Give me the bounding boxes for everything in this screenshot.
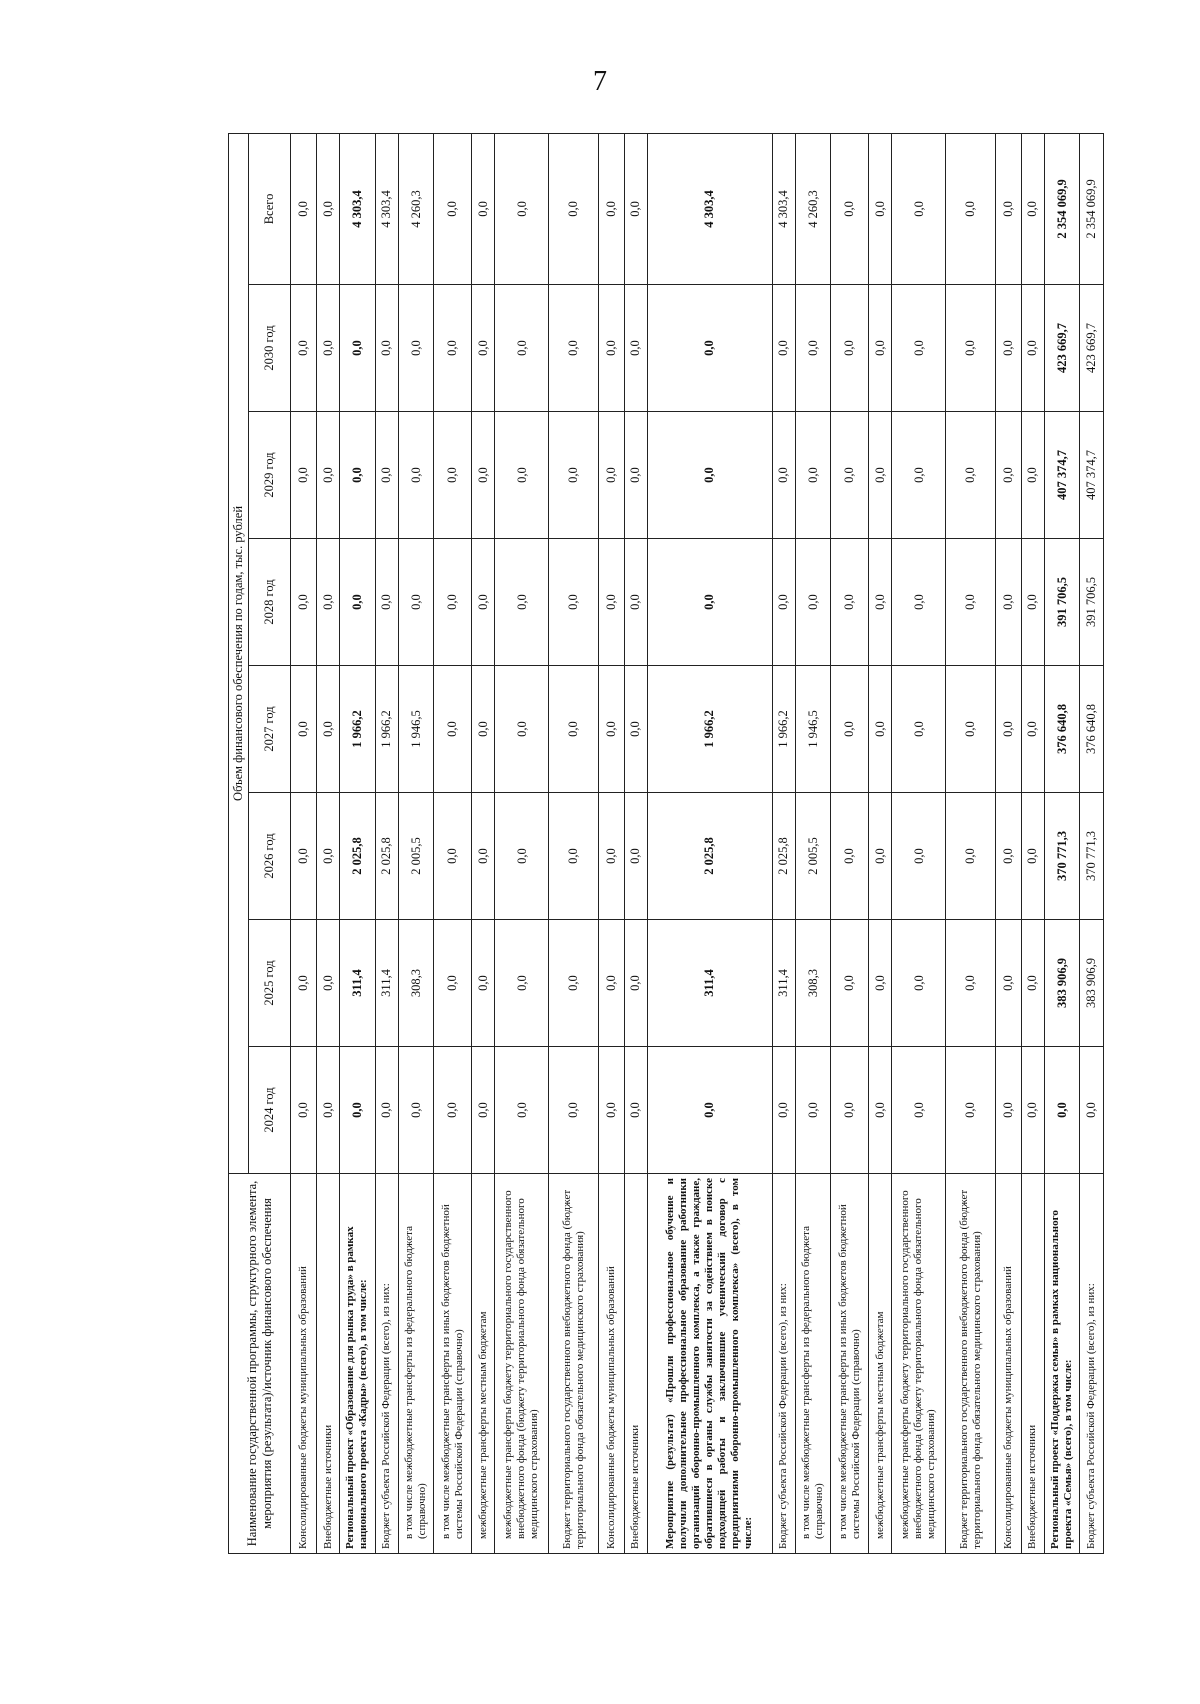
row-value: 407 374,7	[1045, 412, 1080, 539]
row-value: 0,0	[471, 285, 494, 412]
table-row	[549, 133, 598, 1553]
row-value: 0,0	[340, 1047, 375, 1174]
row-value: 0,0	[772, 1047, 795, 1174]
row-value: 0,0	[549, 1047, 598, 1174]
row-value: 0,0	[316, 793, 339, 920]
row-value: 0,0	[598, 412, 624, 539]
row-value: 0,0	[471, 539, 494, 666]
row-value: 0,0	[549, 133, 598, 284]
row-value: 0,0	[598, 1047, 624, 1174]
header-year: 2024 год	[249, 1047, 291, 1174]
row-value: 0,0	[399, 285, 434, 412]
table-row	[375, 133, 398, 1553]
row-value: 0,0	[772, 285, 795, 412]
row-value: 0,0	[495, 920, 549, 1047]
row-value: 0,0	[946, 1047, 995, 1174]
row-value: 1 966,2	[772, 666, 795, 793]
row-value: 391 706,5	[1080, 539, 1104, 666]
row-value: 0,0	[1021, 539, 1044, 666]
row-name: Мероприятие (результат) «Прошли профессиональное обучение и получили дополнительное профессиональное образование работники организаций оборонно-промышленного комплекса, а также граждане, обратившиеся в органы службы занятости за содействием в поиске подходящей работы и заключившие ученический договор с предприятиями оборонно-промышленного комплекса» (всего), в том числе:	[648, 1174, 773, 1554]
table-row	[796, 133, 831, 1553]
table-row	[1080, 133, 1104, 1553]
row-value: 2 025,8	[648, 793, 773, 920]
row-value: 0,0	[772, 539, 795, 666]
row-value: 0,0	[831, 412, 869, 539]
row-value: 0,0	[291, 666, 317, 793]
row-name: Бюджет территориального государственного внебюджетного фонда (бюджет территориального фонда обязательного медицинского страхования)	[549, 1174, 598, 1554]
table-row	[624, 133, 647, 1553]
row-value: 0,0	[291, 133, 317, 284]
row-value: 0,0	[892, 666, 946, 793]
row-name: межбюджетные трансферты бюджету территориального государственного внебюджетного фонда (бюджету территориального фонда обязательного медицинского страхования)	[892, 1174, 946, 1554]
row-name: в том числе межбюджетные трансферты из иных бюджетов бюджетной системы Российской Федерации (справочно)	[434, 1174, 472, 1554]
row-value: 0,0	[598, 920, 624, 1047]
row-value: 308,3	[399, 920, 434, 1047]
row-value: 0,0	[624, 793, 647, 920]
row-value: 0,0	[831, 285, 869, 412]
table-row	[1021, 133, 1044, 1553]
row-value: 0,0	[892, 793, 946, 920]
table-row	[598, 133, 624, 1553]
table-row	[340, 133, 375, 1553]
row-value: 0,0	[796, 412, 831, 539]
row-value: 0,0	[946, 666, 995, 793]
row-name: Региональный проект «Образование для рынка труда» в рамках национального проекта «Кадры» (всего), в том числе:	[340, 1174, 375, 1554]
row-value: 2 354 069,9	[1045, 133, 1080, 284]
row-value: 0,0	[868, 133, 891, 284]
row-value: 0,0	[598, 285, 624, 412]
row-value: 370 771,3	[1045, 793, 1080, 920]
row-value: 2 005,5	[796, 793, 831, 920]
row-value: 0,0	[868, 793, 891, 920]
header-year: 2029 год	[249, 412, 291, 539]
rotated-table-wrapper	[228, 134, 1104, 1554]
row-value: 0,0	[598, 666, 624, 793]
table-body	[291, 133, 1104, 1553]
table-row	[831, 133, 869, 1553]
row-value: 0,0	[375, 285, 398, 412]
row-name: в том числе межбюджетные трансферты из иных бюджетов бюджетной системы Российской Федерации (справочно)	[831, 1174, 869, 1554]
row-value: 0,0	[1021, 793, 1044, 920]
row-value: 0,0	[316, 666, 339, 793]
row-value: 0,0	[471, 920, 494, 1047]
row-value: 0,0	[868, 920, 891, 1047]
header-total: Всего	[249, 133, 291, 284]
row-value: 1 966,2	[375, 666, 398, 793]
row-name: Бюджет субъекта Российской Федерации (всего), из них:	[1080, 1174, 1104, 1554]
row-value: 0,0	[648, 539, 773, 666]
row-value: 0,0	[340, 412, 375, 539]
row-value: 0,0	[471, 133, 494, 284]
table-row	[495, 133, 549, 1553]
row-value: 4 303,4	[375, 133, 398, 284]
row-value: 0,0	[868, 285, 891, 412]
row-value: 311,4	[648, 920, 773, 1047]
row-value: 0,0	[399, 1047, 434, 1174]
row-value: 0,0	[495, 1047, 549, 1174]
row-value: 0,0	[892, 1047, 946, 1174]
row-value: 0,0	[1021, 1047, 1044, 1174]
row-value: 0,0	[796, 1047, 831, 1174]
row-value: 0,0	[291, 285, 317, 412]
row-value: 391 706,5	[1045, 539, 1080, 666]
row-value: 0,0	[868, 412, 891, 539]
row-value: 0,0	[892, 412, 946, 539]
row-value: 383 906,9	[1080, 920, 1104, 1047]
row-value: 4 260,3	[796, 133, 831, 284]
row-value: 0,0	[831, 920, 869, 1047]
row-name: Бюджет субъекта Российской Федерации (всего), из них:	[375, 1174, 398, 1554]
row-value: 311,4	[375, 920, 398, 1047]
row-value: 0,0	[598, 539, 624, 666]
row-value: 2 025,8	[340, 793, 375, 920]
row-value: 0,0	[892, 285, 946, 412]
page-number: 7	[593, 66, 607, 97]
row-value: 0,0	[316, 412, 339, 539]
row-value: 0,0	[892, 539, 946, 666]
row-value: 2 005,5	[399, 793, 434, 920]
table-row	[471, 133, 494, 1553]
row-value: 423 669,7	[1045, 285, 1080, 412]
row-value: 311,4	[772, 920, 795, 1047]
row-value: 0,0	[316, 539, 339, 666]
row-value: 0,0	[316, 920, 339, 1047]
row-value: 0,0	[340, 285, 375, 412]
header-year: 2027 год	[249, 666, 291, 793]
row-value: 376 640,8	[1045, 666, 1080, 793]
row-value: 2 354 069,9	[1080, 133, 1104, 284]
row-value: 0,0	[946, 133, 995, 284]
row-value: 0,0	[995, 793, 1021, 920]
row-value: 4 303,4	[340, 133, 375, 284]
row-value: 0,0	[831, 539, 869, 666]
row-value: 0,0	[648, 412, 773, 539]
row-name: Внебюджетные источники	[316, 1174, 339, 1554]
row-value: 0,0	[291, 920, 317, 1047]
row-value: 0,0	[316, 285, 339, 412]
table-row	[892, 133, 946, 1553]
row-name: Региональный проект «Поддержка семьи» в рамках национального проекта «Семья» (всего), в том числе:	[1045, 1174, 1080, 1554]
row-value: 0,0	[471, 1047, 494, 1174]
row-value: 376 640,8	[1080, 666, 1104, 793]
row-value: 0,0	[434, 920, 472, 1047]
row-value: 0,0	[868, 1047, 891, 1174]
row-name: Консолидированные бюджеты муниципальных образований	[995, 1174, 1021, 1554]
row-value: 0,0	[375, 1047, 398, 1174]
row-value: 0,0	[471, 666, 494, 793]
row-value: 0,0	[624, 285, 647, 412]
row-value: 423 669,7	[1080, 285, 1104, 412]
row-value: 0,0	[495, 285, 549, 412]
row-value: 0,0	[1021, 285, 1044, 412]
header-year: 2030 год	[249, 285, 291, 412]
row-name: межбюджетные трансферты бюджету территориального государственного внебюджетного фонда (бюджету территориального фонда обязательного медицинского страхования)	[495, 1174, 549, 1554]
header-year: 2025 год	[249, 920, 291, 1047]
table-row	[868, 133, 891, 1553]
table-row	[316, 133, 339, 1553]
row-value: 0,0	[831, 1047, 869, 1174]
row-value: 0,0	[946, 285, 995, 412]
row-value: 407 374,7	[1080, 412, 1104, 539]
row-value: 0,0	[291, 793, 317, 920]
row-value: 0,0	[995, 285, 1021, 412]
row-value: 0,0	[598, 793, 624, 920]
row-value: 0,0	[316, 1047, 339, 1174]
row-value: 0,0	[868, 666, 891, 793]
row-value: 0,0	[946, 539, 995, 666]
row-value: 1 966,2	[648, 666, 773, 793]
row-value: 0,0	[399, 539, 434, 666]
row-value: 2 025,8	[375, 793, 398, 920]
table-row	[946, 133, 995, 1553]
row-value: 0,0	[549, 666, 598, 793]
row-value: 0,0	[995, 920, 1021, 1047]
row-value: 0,0	[946, 412, 995, 539]
row-value: 0,0	[291, 539, 317, 666]
header-year: 2028 год	[249, 539, 291, 666]
row-value: 0,0	[1080, 1047, 1104, 1174]
row-value: 0,0	[946, 793, 995, 920]
row-name: Консолидированные бюджеты муниципальных образований	[598, 1174, 624, 1554]
header-group: Объем финансового обеспечения по годам, тыс. рублей	[229, 133, 249, 1173]
row-value: 0,0	[868, 539, 891, 666]
row-value: 0,0	[831, 133, 869, 284]
table-row	[1045, 133, 1080, 1553]
row-value: 0,0	[796, 539, 831, 666]
row-value: 0,0	[598, 133, 624, 284]
row-value: 0,0	[375, 412, 398, 539]
table-row	[291, 133, 317, 1553]
row-value: 0,0	[624, 539, 647, 666]
row-value: 0,0	[624, 1047, 647, 1174]
row-value: 0,0	[772, 412, 795, 539]
row-value: 0,0	[1021, 133, 1044, 284]
row-value: 0,0	[495, 666, 549, 793]
row-value: 0,0	[471, 793, 494, 920]
row-value: 0,0	[434, 133, 472, 284]
row-value: 4 260,3	[399, 133, 434, 284]
row-value: 0,0	[995, 133, 1021, 284]
table-row	[772, 133, 795, 1553]
row-value: 0,0	[495, 412, 549, 539]
row-name: в том числе межбюджетные трансферты из федерального бюджета (справочно)	[796, 1174, 831, 1554]
row-name: Консолидированные бюджеты муниципальных образований	[291, 1174, 317, 1554]
header-row-1	[229, 133, 249, 1553]
row-value: 0,0	[434, 793, 472, 920]
row-value: 0,0	[831, 793, 869, 920]
table-row	[995, 133, 1021, 1553]
table-row	[648, 133, 773, 1553]
table-row	[434, 133, 472, 1553]
row-value: 308,3	[796, 920, 831, 1047]
row-value: 2 025,8	[772, 793, 795, 920]
row-value: 0,0	[1021, 412, 1044, 539]
row-value: 0,0	[549, 920, 598, 1047]
row-value: 0,0	[831, 666, 869, 793]
row-value: 1 946,5	[796, 666, 831, 793]
row-value: 0,0	[549, 793, 598, 920]
row-value: 0,0	[471, 412, 494, 539]
row-value: 0,0	[291, 412, 317, 539]
row-value: 0,0	[495, 793, 549, 920]
row-value: 311,4	[340, 920, 375, 1047]
row-value: 0,0	[434, 666, 472, 793]
row-value: 0,0	[434, 412, 472, 539]
row-value: 0,0	[995, 539, 1021, 666]
row-value: 1 966,2	[340, 666, 375, 793]
header-name-col: Наименование государственной программы, структурного элемента, мероприятия (результата)/источник финансового обеспечения	[229, 1174, 291, 1554]
row-value: 0,0	[624, 920, 647, 1047]
row-value: 0,0	[796, 285, 831, 412]
row-value: 0,0	[946, 920, 995, 1047]
row-value: 0,0	[434, 285, 472, 412]
row-value: 0,0	[434, 1047, 472, 1174]
row-value: 383 906,9	[1045, 920, 1080, 1047]
row-value: 0,0	[1021, 920, 1044, 1047]
row-value: 0,0	[624, 133, 647, 284]
row-value: 0,0	[648, 1047, 773, 1174]
row-value: 370 771,3	[1080, 793, 1104, 920]
row-name: Бюджет субъекта Российской Федерации (всего), из них:	[772, 1174, 795, 1554]
row-name: Внебюджетные источники	[1021, 1174, 1044, 1554]
row-name: Бюджет территориального государственного внебюджетного фонда (бюджет территориального фонда обязательного медицинского страхования)	[946, 1174, 995, 1554]
row-value: 1 946,5	[399, 666, 434, 793]
row-value: 0,0	[399, 412, 434, 539]
table-row	[399, 133, 434, 1553]
row-value: 0,0	[495, 133, 549, 284]
row-value: 0,0	[892, 920, 946, 1047]
row-value: 0,0	[434, 539, 472, 666]
row-value: 0,0	[1021, 666, 1044, 793]
row-name: в том числе межбюджетные трансферты из федерального бюджета (справочно)	[399, 1174, 434, 1554]
row-value: 0,0	[549, 412, 598, 539]
row-value: 4 303,4	[772, 133, 795, 284]
row-value: 0,0	[375, 539, 398, 666]
row-value: 0,0	[291, 1047, 317, 1174]
row-value: 0,0	[1045, 1047, 1080, 1174]
row-name: межбюджетные трансферты местным бюджетам	[868, 1174, 891, 1554]
header-year: 2026 год	[249, 793, 291, 920]
row-value: 0,0	[995, 412, 1021, 539]
row-value: 0,0	[549, 539, 598, 666]
row-name: Внебюджетные источники	[624, 1174, 647, 1554]
row-value: 0,0	[624, 666, 647, 793]
row-value: 0,0	[549, 285, 598, 412]
row-value: 0,0	[892, 133, 946, 284]
row-value: 0,0	[648, 285, 773, 412]
row-value: 4 303,4	[648, 133, 773, 284]
row-value: 0,0	[495, 539, 549, 666]
financing-table	[228, 133, 1104, 1554]
row-value: 0,0	[316, 133, 339, 284]
row-name: межбюджетные трансферты местным бюджетам	[471, 1174, 494, 1554]
row-value: 0,0	[624, 412, 647, 539]
row-value: 0,0	[995, 666, 1021, 793]
row-value: 0,0	[340, 539, 375, 666]
row-value: 0,0	[995, 1047, 1021, 1174]
